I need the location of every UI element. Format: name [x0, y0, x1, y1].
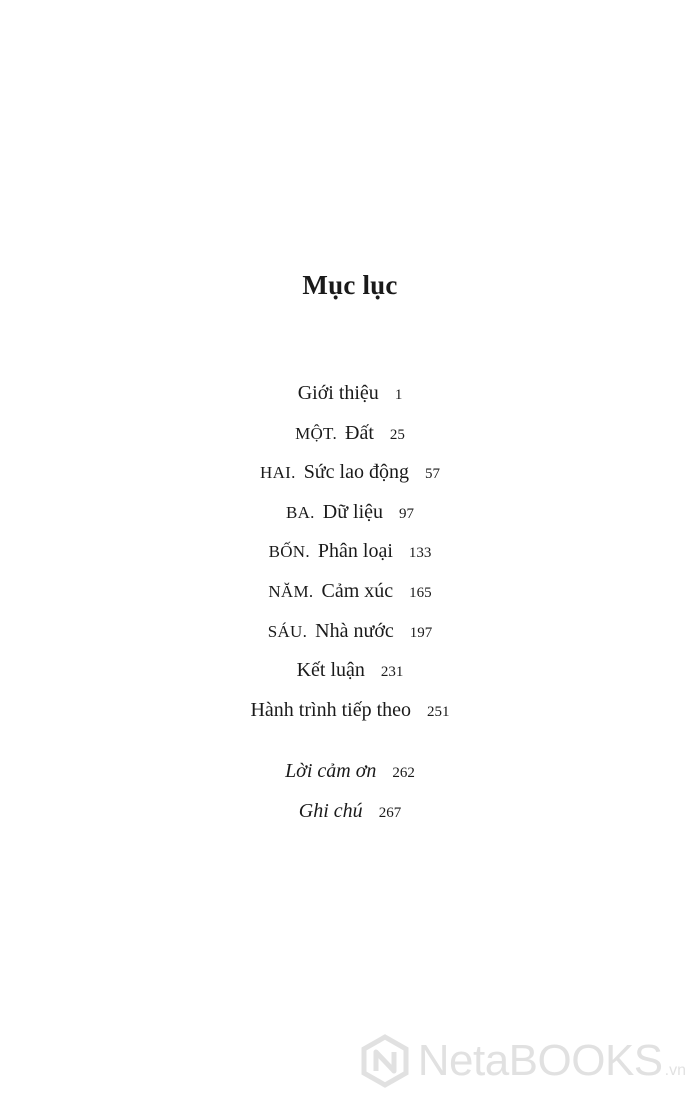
toc-entry-prefix: SÁU. [267, 621, 308, 641]
toc-entry-chapter-5 [0, 580, 700, 620]
toc-entry-page: 197 [409, 624, 433, 641]
watermark [358, 1034, 686, 1088]
toc-entry-conclusion [0, 659, 700, 699]
toc-list [0, 382, 700, 840]
toc-entry-page: 25 [389, 426, 405, 443]
toc-entry-label: Kết luận [296, 659, 365, 682]
toc-entry-prefix: HAI. [260, 463, 296, 483]
toc-entry-label: Lời cảm ơn [285, 760, 377, 783]
toc-entry-chapter-3 [0, 501, 700, 541]
toc-entry-label: Phân loại [317, 540, 393, 563]
toc-entry-chapter-4 [0, 540, 700, 580]
toc-entry-label: Đất [345, 421, 374, 444]
toc-spacer [0, 738, 700, 760]
netabooks-logo-icon [358, 1034, 412, 1088]
toc-entry-prefix: NĂM. [268, 581, 314, 601]
toc-entry-chapter-1 [0, 422, 700, 462]
toc-entry-intro [0, 382, 700, 422]
toc-entry-page: 267 [378, 804, 402, 821]
toc-entry-page: 231 [380, 664, 404, 681]
toc-entry-acknowledgements [0, 760, 700, 800]
toc-entry-page: 57 [424, 466, 440, 483]
toc-entry-page: 133 [408, 545, 432, 562]
toc-entry-prefix: BA. [285, 502, 315, 522]
toc-entry-page: 262 [392, 765, 415, 782]
toc-entry-chapter-6 [0, 620, 700, 660]
toc-entry-label: Sức lao động [303, 461, 409, 484]
toc-entry-label: Giới thiệu [297, 382, 379, 404]
toc-entry-chapter-2 [0, 461, 700, 501]
page-title: Mục lục [302, 270, 398, 300]
toc-entry-label: Nhà nước [315, 619, 394, 642]
toc-entry-page: 1 [394, 387, 403, 403]
toc-entry-label: Cảm xúc [321, 579, 394, 602]
toc-entry-notes [0, 800, 700, 840]
toc-entry-prefix: MỘT. [295, 423, 338, 443]
toc-entry-prefix: BỐN. [268, 542, 310, 562]
toc-entry-page: 165 [409, 584, 432, 601]
toc-entry-label: Ghi chú [298, 799, 363, 822]
watermark-suffix: .vn [664, 1062, 686, 1079]
toc-entry-page: 97 [399, 505, 415, 522]
toc-entry-label: Dữ liệu [322, 500, 384, 523]
watermark-text: NetaBOOKS [417, 1036, 663, 1085]
toc-entry-next-journey [0, 699, 700, 739]
toc-entry-page: 251 [427, 703, 450, 720]
toc-entry-label: Hành trình tiếp theo [250, 698, 412, 721]
